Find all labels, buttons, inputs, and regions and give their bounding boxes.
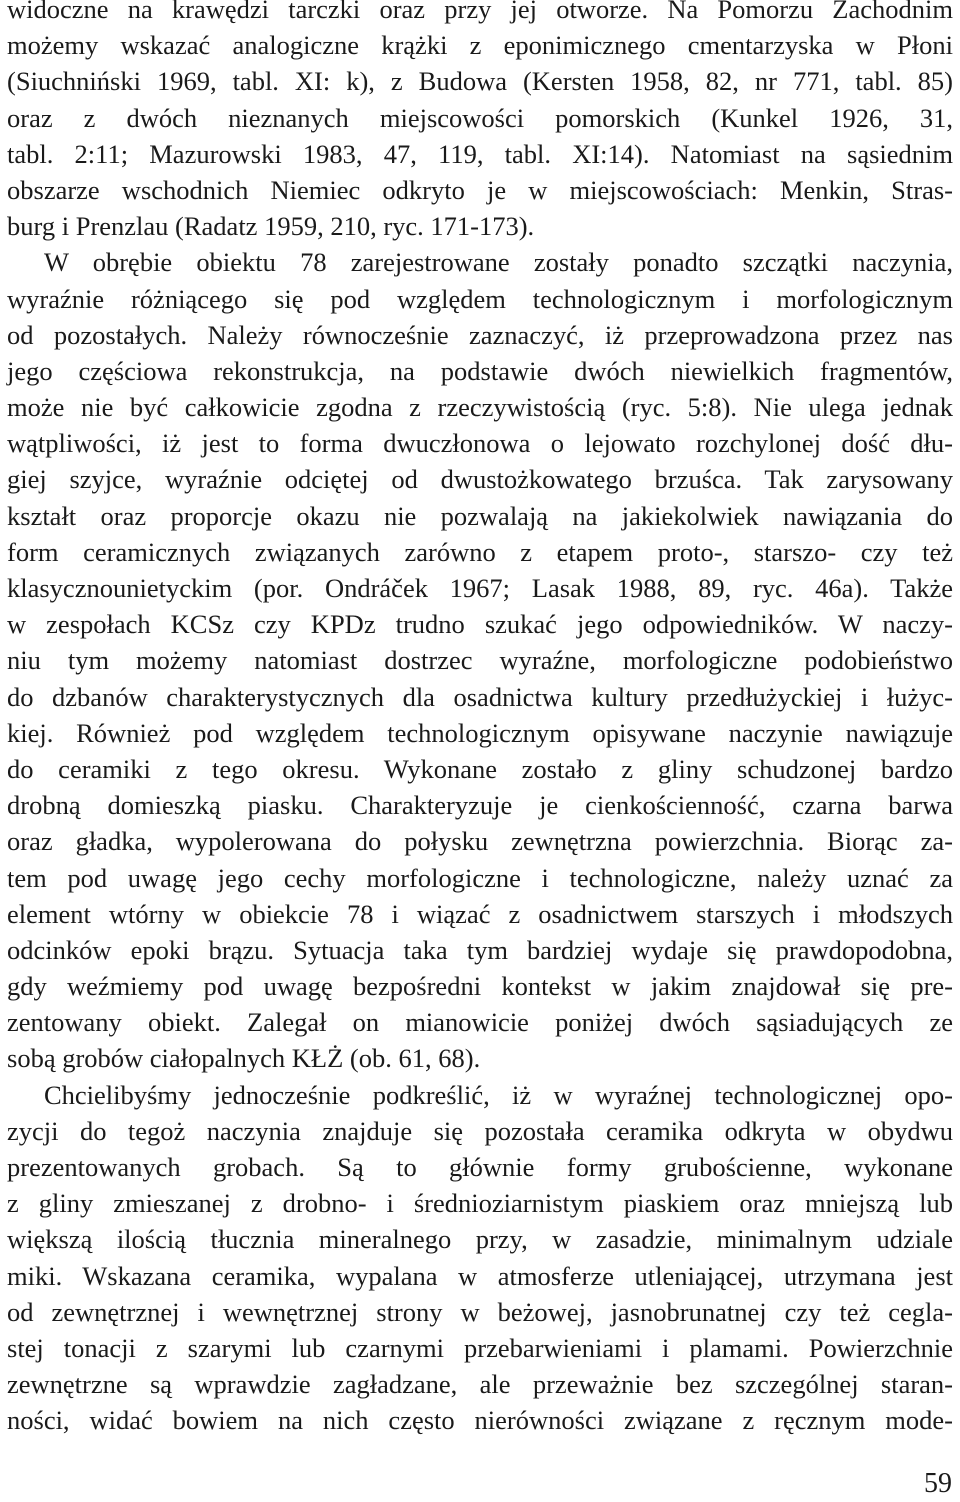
- text-line: burg i Prenzlau (Radatz 1959, 210, ryc. 171-173).: [7, 211, 535, 242]
- text-line: w zespołach KCSz czy KPDz trudno szukać jego odpowiedników. W naczy-: [7, 609, 953, 640]
- text-line: giej szyjce, wyraźnie odciętej od dwustożkowatego brzuśca. Tak zarysowany: [7, 464, 953, 495]
- text-line: stej tonacji z szarymi lub czarnymi przebarwieniami i plamami. Powierzchnie: [7, 1332, 953, 1363]
- text-line: oraz gładka, wypolerowana do połysku zewnętrzna powierzchnia. Biorąc za-: [7, 826, 953, 857]
- text-line: zentowany obiekt. Zalegał on mianowicie poniżej dwóch sąsiadujących ze: [7, 1007, 953, 1038]
- page-number: 59: [924, 1468, 952, 1499]
- text-line: odcinków epoki brązu. Sytuacja taka tym bardziej wydaje się prawdopodobna,: [7, 934, 953, 965]
- text-line: klasycznounietyckim (por. Ondráček 1967; Lasak 1988, 89, ryc. 46a). Także: [7, 573, 953, 603]
- text-line: Chcielibyśmy jednocześnie podkreślić, iż w wyraźnej technologicznej opo-: [44, 1079, 953, 1110]
- text-line: kształt oraz proporcje okazu nie pozwalają na jakiekolwiek nawiązania do: [7, 500, 953, 531]
- body-text: [7, 0, 953, 1439]
- text-line: do dzbanów charakterystycznych dla osadnictwa kultury przedłużyckiej i łużyc-: [7, 681, 953, 712]
- text-line: prezentowanych grobach. Są to głównie formy grubościenne, wykonane: [7, 1152, 953, 1182]
- text-line: do ceramiki z tego okresu. Wykonane zostało z gliny schudzonej bardzo: [7, 753, 953, 784]
- text-line: gdy weźmiemy pod uwagę bezpośredni kontekst w jakim znajdował się pre-: [7, 971, 953, 1002]
- text-line: sobą grobów ciałopalnych KŁŻ (ob. 61, 68).: [7, 1043, 481, 1074]
- text-line: ności, widać bowiem na nich często nierówności związane z ręcznym mode-: [7, 1405, 953, 1436]
- text-line: może nie być całkowicie zgodna z rzeczywistością (ryc. 5:8). Nie ulega jednak: [7, 392, 953, 423]
- text-line: wyraźnie różniącego się pod względem technologicznym i morfologicznym: [7, 283, 953, 314]
- text-line: wątpliwości, iż jest to forma dwuczłonowa o lejowato rozchylonej dość dłu-: [7, 428, 953, 459]
- text-line: możemy wskazać analogiczne krążki z eponimicznego cmentarzyska w Płoni: [7, 30, 953, 61]
- text-line: kiej. Również pod względem technologicznym opisywane naczynie nawiązuje: [7, 717, 953, 748]
- text-line: tem pod uwagę jego cechy morfologiczne i technologiczne, należy uznać za: [7, 862, 953, 893]
- text-line: form ceramicznych związanych zarówno z etapem proto-, starszo- czy też: [7, 536, 953, 567]
- text-line: drobną domieszką piasku. Charakteryzuje je cienkościenność, czarna barwa: [7, 790, 953, 821]
- text-line: większą ilością tłucznia mineralnego przy, w zasadzie, minimalnym udziale: [7, 1224, 953, 1255]
- text-line: zewnętrzne są wprawdzie zagładzane, ale przeważnie bez szczególnej staran-: [7, 1369, 953, 1400]
- text-line: oraz z dwóch nieznanych miejscowości pomorskich (Kunkel 1926, 31,: [7, 102, 953, 133]
- text-line: od pozostałych. Należy równocześnie zaznaczyć, iż przeprowadzona przez nas: [7, 319, 953, 350]
- text-line: z gliny zmieszanej z drobno- i średnioziarnistym piaskiem oraz mniejszą lub: [7, 1188, 953, 1219]
- text-line: jego częściowa rekonstrukcja, na podstawie dwóch niewielkich fragmentów,: [7, 355, 953, 386]
- text-line: W obrębie obiektu 78 zarejestrowane zostały ponadto szczątki naczynia,: [44, 247, 953, 278]
- text-line: obszarze wschodnich Niemiec odkryto je w miejscowościach: Menkin, Stras-: [7, 174, 953, 205]
- text-line: od zewnętrznej i wewnętrznej strony w beżowej, jasnobrunatnej czy też cegla-: [7, 1296, 953, 1327]
- text-line: niu tym możemy natomiast dostrzec wyraźne, morfologiczne podobieństwo: [7, 645, 953, 676]
- text-line: tabl. 2:11; Mazurowski 1983, 47, 119, tabl. XI:14). Natomiast na sąsiednim: [7, 138, 953, 169]
- text-line: (Siuchniński 1969, tabl. XI: k), z Budowa (Kersten 1958, 82, nr 771, tabl. 85): [7, 66, 953, 97]
- text-line: widoczne na krawędzi tarczki oraz przy jej otworze. Na Pomorzu Zachodnim: [7, 0, 953, 24]
- text-line: zycji do tegoż naczynia znajduje się pozostała ceramika odkryta w obydwu: [7, 1115, 953, 1146]
- text-line: element wtórny w obiekcie 78 i wiązać z osadnictwem starszych i młodszych: [7, 898, 953, 929]
- text-line: miki. Wskazana ceramika, wypalana w atmosferze utleniającej, utrzymana jest: [7, 1260, 953, 1291]
